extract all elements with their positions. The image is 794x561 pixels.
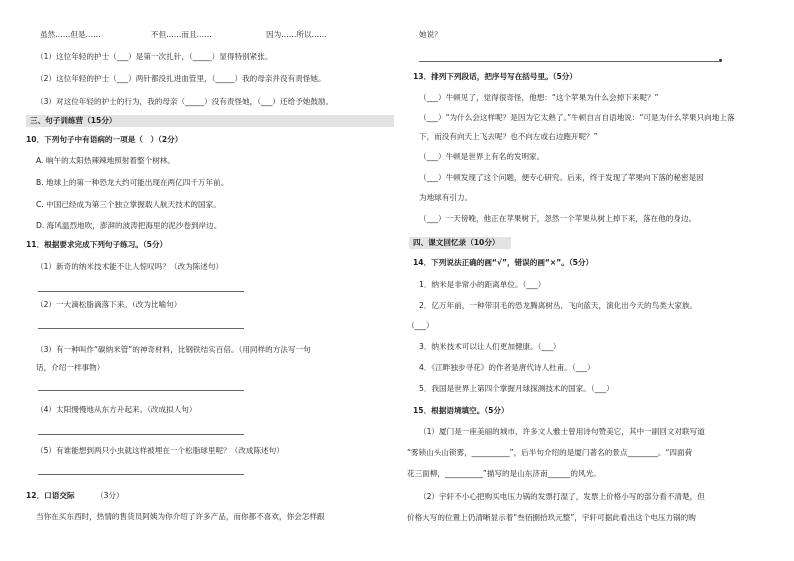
q11-item-5: （5）有谁能想到两只小虫就这样被埋在一个松脂球里呢？（改成陈述句）	[36, 446, 284, 455]
q13-item-3: （___）牛顿是世界上有名的发明家。	[419, 152, 545, 161]
q9-line-3: （3）对这位年轻的护士的行为，我的母亲（_____）没有责怪她，（___）还给予她鼓励。	[36, 97, 334, 106]
section-3-heading: 三、句子训练营（15分）	[26, 115, 394, 127]
q11-item-1: （1）新奇的纳米技术能不让人惊叹吗？（改为陈述句）	[36, 262, 224, 271]
q15-p1-line-2: “雾锁山头山锁雾，__________”，后半句介绍的是厦门著名的景点________。“四面荷	[407, 448, 693, 457]
line-end-dot	[719, 59, 722, 62]
conjunction-option-1: 虽然……但是……	[40, 30, 101, 39]
q15-p1-line-3: 花三面柳，__________”描写的是山东济南______的风光。	[407, 469, 601, 478]
q14-item-5: 5．我国是世界上第四个掌握月球探测技术的国家。（___）	[419, 384, 614, 393]
q9-line-2: （2）这位年轻的护士（___）两针都没扎进血管里，（_____）我的母亲并没有责怪她。	[36, 74, 326, 83]
q11-title: 11．根据要求完成下列句子练习。（5分）	[26, 240, 168, 249]
q13-item-1: （___）牛顿见了，觉得很奇怪，他想：“这个苹果为什么会掉下来呢？”	[419, 93, 659, 102]
q13-item-2-cont: 下，而没有向天上飞去呢？也不向左或右边跑开呢？”	[419, 132, 598, 141]
q14-item-1: 1．纳米是非常小的距离单位。（___）	[419, 280, 546, 289]
q10-option-d: D. 海风温烈地吹，澎湃的波涛把海里的泥沙卷到岸边。	[36, 221, 222, 230]
q14-item-2-cont: （___）	[407, 321, 434, 330]
q11-item-2: （2）一大滴松脂滴落下来。（改为比喻句）	[36, 300, 182, 309]
q12-score: （3分）	[96, 491, 124, 500]
section-4-heading: 四、课文回忆录（10分）	[409, 237, 511, 249]
q14-title: 14．下列说法正确的画“√”，错误的画“×”。（5分）	[413, 258, 594, 267]
q15-p1-line-1: （1）厦门是一座美丽的城市，许多文人雅士曾用诗句赞美它，其中一副回文对联写道	[419, 427, 705, 436]
q11-item-3: （3）有一种叫作“碳纳米管”的神奇材料，比钢铁结实百倍。（用同样的方法写一句	[36, 345, 311, 354]
q14-item-2: 2．亿万年前，一种带羽毛的恐龙腾离树丛，飞向蓝天，演化出今天的鸟类大家族。	[419, 301, 698, 310]
q15-p2-line-2: 价格大写的位置上仍清晰显示着“叁佰捌拾玖元整”，宇轩可据此看出这个电压力锅的购	[407, 513, 696, 522]
answer-line[interactable]	[38, 390, 244, 391]
q12-title: 12．口语交际	[26, 491, 75, 500]
q14-item-3: 3．纳米技术可以让人们更加健康。（___）	[419, 342, 561, 351]
q13-title: 13．排列下列段话，把序号写在括号里。（5分）	[413, 72, 577, 81]
q15-p2-line-1: （2）宇轩不小心把购买电压力锅的发票打湿了，发票上价格小写的部分看不清楚，但	[419, 492, 705, 501]
answer-line[interactable]	[38, 291, 244, 292]
q13-item-2: （___）“为什么会这样呢？是因为它太熟了。”牛顿自言自语地说：“可是为什么苹果只向地上落	[419, 113, 735, 122]
q10-option-c: C. 中国已经成为第三个独立掌握载人航天技术的国家。	[36, 200, 221, 209]
q14-item-4: 4．《江畔独步寻花》的作者是唐代诗人杜甫。（___）	[419, 363, 595, 372]
q11-item-4: （4）太阳慢慢地从东方升起来。（改成拟人句）	[36, 405, 197, 414]
q13-item-4: （___）牛顿发现了这个问题，便专心研究。后来，终于发现了苹果向下落的秘密是因	[419, 173, 704, 182]
answer-line[interactable]	[38, 328, 244, 329]
q10-option-b: B. 地球上的第一种恐龙大约可能出现在两亿四千万年前。	[36, 178, 229, 187]
q11-item-3-cont: 话，介绍一样事物）	[36, 363, 105, 372]
conjunction-option-3: 因为……所以……	[266, 30, 327, 39]
q13-item-4-cont: 为地球有引力。	[419, 193, 473, 202]
q9-line-1: （1）这位年轻的护士（___）是第一次扎针，（_____）显得特别紧张。	[36, 52, 273, 61]
q13-item-5: （___）一天傍晚，他正在苹果树下，忽然一个苹果从树上掉下来，落在他的身边。	[419, 214, 697, 223]
q15-title: 15．根据语境填空。（5分）	[413, 406, 509, 415]
conjunction-option-2: 不但……而且……	[151, 30, 212, 39]
q10-option-a: A. 晌午的太阳热辣辣地照射着整个树林。	[36, 156, 175, 165]
answer-line[interactable]	[38, 434, 244, 435]
answer-line[interactable]	[419, 61, 719, 62]
q12-text: 当你在买东西时，热情的售货员阿姨为你介绍了许多产品，而你都不喜欢，你会怎样跟	[36, 512, 325, 521]
q12-text-cont: 她说？	[419, 30, 442, 39]
answer-line[interactable]	[38, 474, 244, 475]
q10-title: 10．下列句子中有语病的一项是（ ）（2分）	[26, 135, 183, 144]
